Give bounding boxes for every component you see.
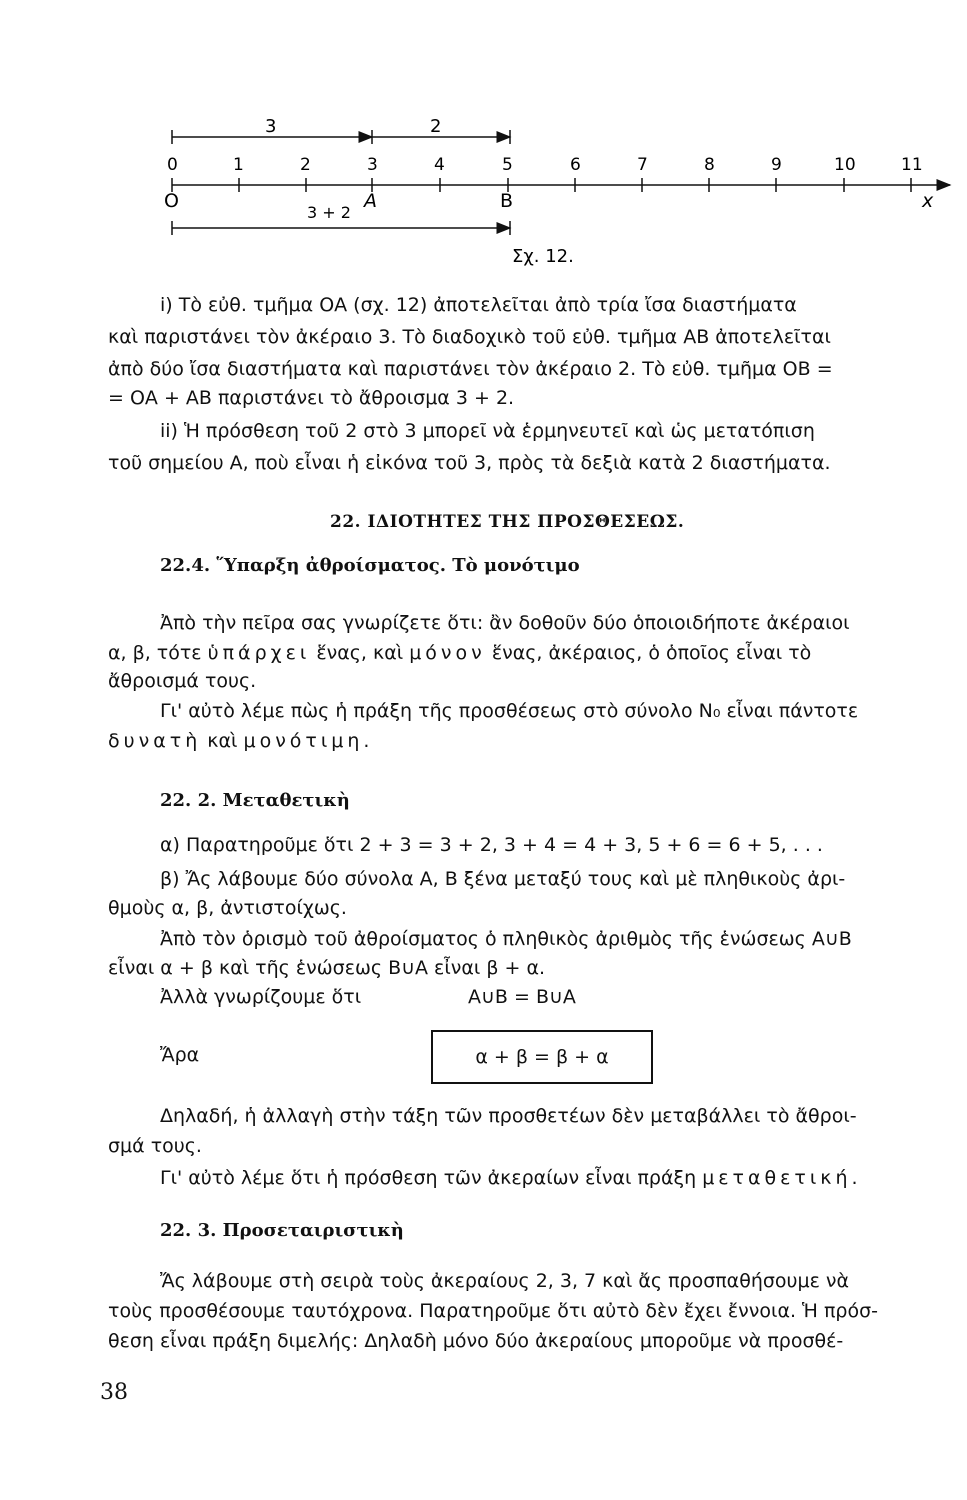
paragraph-line xyxy=(108,640,960,667)
paragraph-line: α) Παρατηροῦμε ὅτι 2 + 3 = 3 + 2, 3 + 4 = 4 + 3, 5 + 6 = 6 + 5, . . . xyxy=(160,834,823,856)
number-line-figure xyxy=(150,110,960,280)
segment-2-label: 2 xyxy=(430,116,442,137)
paragraph-line: τοὺς προσθέσουμε ταυτόχρονα. Παρατηροῦμε ὅτι αὐτὸ δὲν ἔχει ἔννοια. Ἡ πρόσ- xyxy=(108,1300,878,1322)
tick-label: 4 xyxy=(434,155,445,175)
tick-labels xyxy=(167,155,923,175)
segment-3-label: 3 xyxy=(265,116,277,137)
spaced-text: μεταθετική. xyxy=(702,1167,862,1189)
paragraph-line: Ἀπὸ τὴν πεῖρα σας γνωρίζετε ὅτι: ἂν δοθοῦν δύο ὁποιοιδήποτε ἀκέραιοι xyxy=(160,612,850,634)
text-span: καὶ xyxy=(201,730,244,752)
paragraph-line: τοῦ σημείου Α, ποὺ εἶναι ἡ εἰκόνα τοῦ 3, πρὸς τὰ δεξιὰ κατὰ 2 διαστήματα. xyxy=(108,452,831,474)
tick-label: 2 xyxy=(300,155,311,175)
paragraph-line: ἄθροισμά τους. xyxy=(108,670,257,692)
page-number: 38 xyxy=(100,1380,128,1405)
paragraph-line: Ἄς λάβουμε στὴ σειρὰ τοὺς ἀκεραίους 2, 3, 7 καὶ ἄς προσπαθήσουμε νὰ xyxy=(160,1270,850,1292)
paragraph-line: εἶναι α + β καὶ τῆς ἑνώσεως Β∪Α εἶναι β + α. xyxy=(108,957,546,979)
tick-label: 10 xyxy=(834,155,856,175)
set-union-formula: Α∪Β = Β∪Α xyxy=(468,986,576,1008)
tick-label: 8 xyxy=(704,155,715,175)
paragraph-line: Γι' αὐτὸ λέμε πὼς ἡ πράξη τῆς προσθέσεως στὸ σύνολο N₀ εἶναι πάντοτε xyxy=(160,700,859,722)
subsection-title: 22. 2. Μεταθετικὴ xyxy=(160,790,350,811)
paragraph-line: = ΟΑ + ΑΒ παριστάνει τὸ ἄθροισμα 3 + 2. xyxy=(108,387,515,409)
tick-label: 6 xyxy=(570,155,581,175)
paragraph-line: σμά τους. xyxy=(108,1135,202,1157)
paragraph-line: i) Τὸ εὐθ. τμῆμα ΟΑ (σχ. 12) ἀποτελεῖται ἀπὸ τρία ἴσα διαστήματα xyxy=(160,294,797,316)
paragraph-line: ἀπὸ δύο ἴσα διαστήματα καὶ παριστάνει τὸν ἀκέραιο 2. Τὸ εὐθ. τμῆμα ΟΒ = xyxy=(108,358,833,380)
paragraph-line xyxy=(160,1165,960,1192)
commutative-formula-box xyxy=(431,1030,653,1084)
text-span: Γι' αὐτὸ λέμε ὅτι ἡ πρόσθεση τῶν ἀκεραίων εἶναι πράξη xyxy=(160,1167,703,1189)
paragraph-line: Δηλαδή, ἡ ἀλλαγὴ στὴν τάξη τῶν προσθετέων δὲν μεταβάλλει τὸ ἄθροι- xyxy=(160,1105,857,1127)
text-span: α, β, τότε xyxy=(108,642,208,664)
point-b-label: B xyxy=(500,190,514,212)
spaced-text: ὑπάρχει xyxy=(207,642,311,664)
tick-label: 1 xyxy=(233,155,244,175)
text-span: ἕνας, ἀκέραιος, ὁ ὁποῖος εἶναι τὸ xyxy=(485,642,812,664)
axis-x-label: x xyxy=(922,190,934,212)
paragraph-line: Ἀπὸ τὸν ὁρισμὸ τοῦ ἀθροίσματος ὁ πληθικὸς ἀριθμὸς τῆς ἑνώσεως Α∪Β xyxy=(160,928,852,950)
paragraph-line: ii) Ἡ πρόσθεση τοῦ 2 στὸ 3 μπορεῖ νὰ ἑρμηνευτεῖ καὶ ὡς μετατόπιση xyxy=(160,420,815,442)
paragraph-line: β) Ἄς λάβουμε δύο σύνολα Α, Β ξένα μεταξύ τους καὶ μὲ πληθικοὺς ἀρι- xyxy=(160,868,846,890)
point-a-label: A xyxy=(364,190,377,212)
paragraph-line: καὶ παριστάνει τὸν ἀκέραιο 3. Τὸ διαδοχικὸ τοῦ εὐθ. τμῆμα ΑΒ ἀποτελεῖται xyxy=(108,326,831,348)
paragraph-line: Ἀλλὰ γνωρίζουμε ὅτι xyxy=(160,986,362,1008)
text-span: ἕνας, καὶ xyxy=(310,642,410,664)
tick-label: 9 xyxy=(771,155,782,175)
sum-label: 3 + 2 xyxy=(307,203,351,222)
tick-label: 7 xyxy=(637,155,648,175)
paragraph-line: Ἄρα xyxy=(160,1044,200,1066)
spaced-text: δυνατὴ xyxy=(108,730,202,752)
section-title: 22. ΙΔΙΟΤΗΤΕΣ ΤΗΣ ΠΡΟΣΘΕΣΕΩΣ. xyxy=(330,512,685,532)
tick-label: 5 xyxy=(502,155,513,175)
tick-label: 3 xyxy=(367,155,378,175)
paragraph-line xyxy=(108,728,960,755)
subsection-title: 22.4. Ὕπαρξη ἀθροίσματος. Τὸ μονότιμο xyxy=(160,555,580,576)
spaced-text: μονότιμη. xyxy=(243,730,374,752)
tick-label: 0 xyxy=(167,155,178,175)
paragraph-line: θεση εἶναι πράξη διμελής: Δηλαδὴ μόνο δύο ἀκεραίους μποροῦμε νὰ προσθέ- xyxy=(108,1330,844,1352)
subsection-title: 22. 3. Προσεταιριστικὴ xyxy=(160,1220,404,1241)
spaced-text: μόνον xyxy=(409,642,486,664)
commutative-formula: α + β = β + α xyxy=(475,1046,609,1068)
figure-caption: Σχ. 12. xyxy=(512,246,574,267)
paragraph-line: θμοὺς α, β, ἀντιστοίχως. xyxy=(108,897,347,919)
point-o-label: O xyxy=(164,190,179,212)
tick-label: 11 xyxy=(901,155,923,175)
